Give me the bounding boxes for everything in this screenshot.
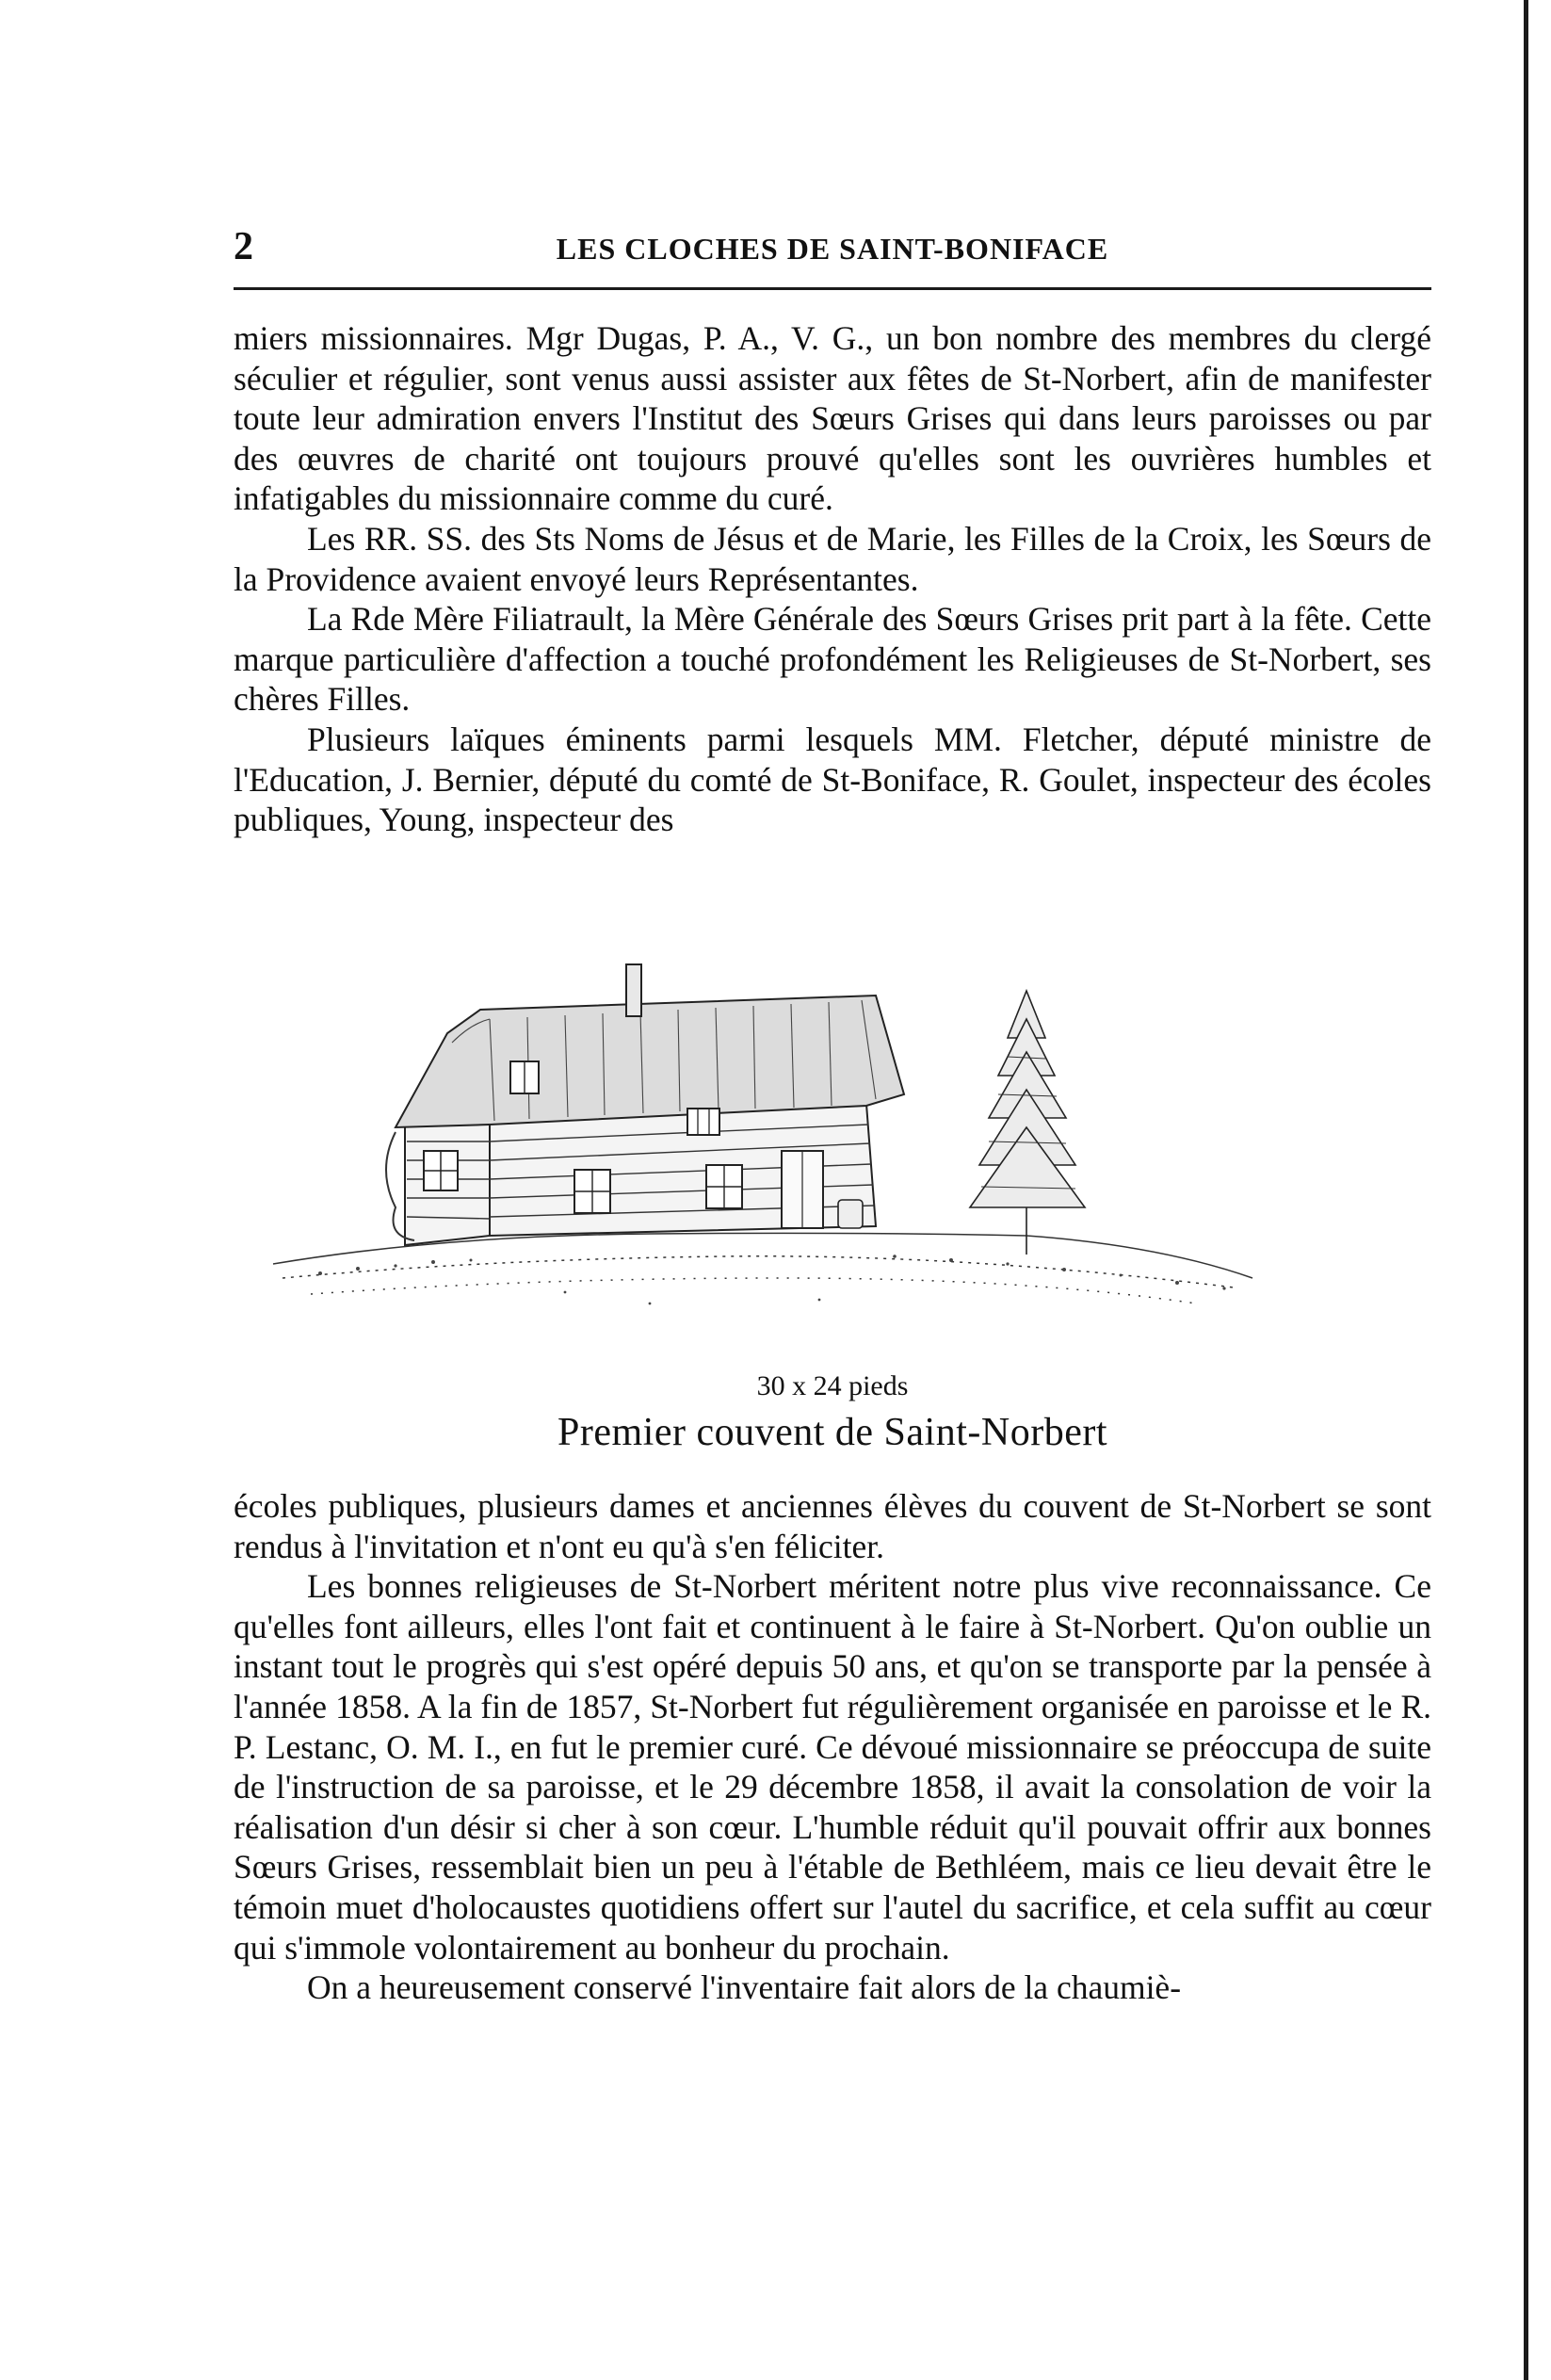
running-title: LES CLOCHES DE SAINT-BONIFACE: [556, 232, 1109, 266]
body-text-top: [234, 318, 1431, 840]
paragraph: écoles publiques, plusieurs dames et anciennes élèves du couvent de St-Norbert se sont rendus à l'invitation et n'ont eu qu'à s'en féliciter.: [234, 1487, 1431, 1565]
paragraph: Plusieurs laïques éminents parmi lesquels MM. Fletcher, député ministre de l'Education, J. Bernier, député du comté de St-Boniface, R. Goulet, inspecteur des écoles publiques, Young, inspecteur des: [234, 720, 1431, 839]
paragraph: On a heureusement conservé l'inventaire fait alors de la chaumiè-: [307, 1968, 1182, 2007]
page-number: 2: [234, 225, 253, 268]
convent-illustration: [254, 953, 1271, 1358]
page-header: [234, 224, 1431, 281]
page-edge-rule: [1524, 0, 1528, 2380]
paragraph: miers missionnaires. Mgr Dugas, P. A., V. G., un bon nombre des membres du clergé séculier et régulier, sont venus aussi assister aux fêtes de St-Norbert, afin de manifester toute leur admiration envers l'Institut des Sœurs Grises qui dans leurs paroisses ou par des œuvres de charité ont toujours prouvé qu'elles sont les ouvrières humbles et infatigables du missionnaire comme du curé.: [234, 319, 1431, 518]
paragraph: Les bonnes religieuses de St-Norbert méritent notre plus vive reconnaissance. Ce qu'elles font ailleurs, elles l'ont fait et continuent à le faire à St-Norbert. Qu'on oublie un instant tout le progrès qui s'est opéré depuis 50 ans, et qu'on se transporte par la pensée à l'année 1858. A la fin de 1857, St-Norbert fut régulièrement organisée en paroisse et le R. P. Lestanc, O. M. I., en fut le premier curé. Ce dévoué missionnaire se préoccupa de suite de l'instruction de sa paroisse, et le 29 décembre 1858, il avait la consolation de voir la réalisation d'un désir si cher à son cœur. L'humble réduit qu'il pouvait offrir aux bonnes Sœurs Grises, ressemblait bien un peu à l'étable de Bethléem, mais ce lieu devait être le témoin muet d'holocaustes quotidiens offert sur l'autel du sacrifice, et cela suffit au cœur qui s'immole volontairement au bonheur du prochain.: [234, 1567, 1431, 1967]
paragraph: Les RR. SS. des Sts Noms de Jésus et de Marie, les Filles de la Croix, les Sœurs de la Providence avaient envoyé leurs Représentantes.: [234, 519, 1431, 598]
header-rule: [234, 287, 1431, 290]
paragraph: La Rde Mère Filiatrault, la Mère Générale des Sœurs Grises prit part à la fête. Cette marque particulière d'affection a touché profondément les Religieuses de St-Norbert, ses chères Filles.: [234, 600, 1431, 719]
body-text-bottom: [234, 1486, 1431, 2008]
figure-caption: Premier couvent de Saint-Norbert: [557, 1411, 1107, 1454]
figure-dimensions: 30 x 24 pieds: [756, 1370, 909, 1401]
